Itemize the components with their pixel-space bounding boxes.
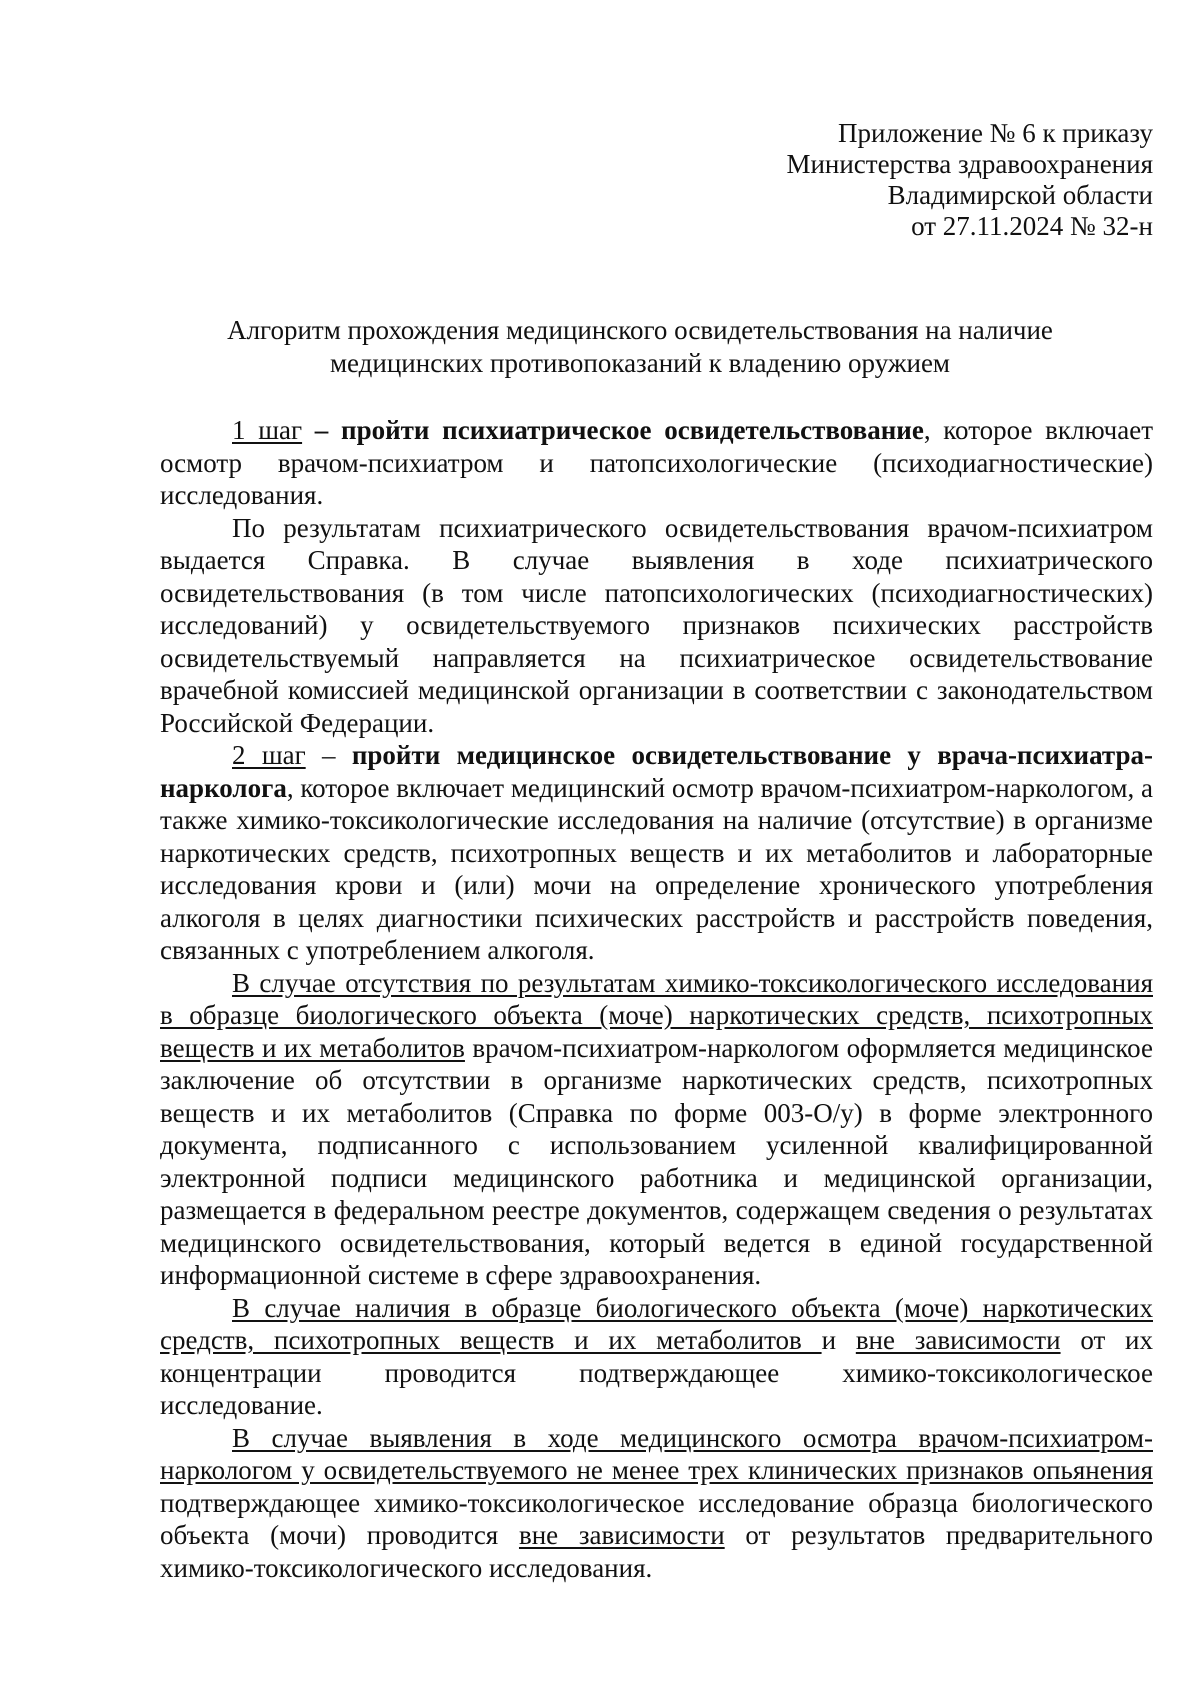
presence-case-conjunction: и — [821, 1325, 856, 1355]
ministry-line: Министерства здравоохранения — [786, 149, 1153, 179]
step-1-label: 1 шаг — [232, 415, 303, 445]
step-2-paragraph — [160, 739, 1153, 967]
regardless-phrase: вне зависимости — [855, 1325, 1061, 1355]
region-line: Владимирской области — [887, 180, 1153, 210]
step-1-text: , которое включает осмотр врачом-психиатром и патопсихологические (психодиагностические) исследования. — [160, 415, 1153, 510]
step-1-heading: пройти психиатрическое освидетельствование — [341, 415, 924, 445]
step-2-heading: пройти медицинское освидетельствование у врача-психиатра-нарколога — [160, 740, 1153, 803]
absence-case-text: врачом-психиатром-наркологом оформляется медицинское заключение об отсутствии в организме наркотических средств, психотропных веществ и их метаболитов (Справка по форме 003-О/у) в форме электронного документа, подписанного с использованием усиленной квалифицированной электронной подписи медицинского работника и медицинской организации, размещается в федеральном реестре документов, содержащем сведения о результатах медицинского освидетельствования, который ведется в единой государственной информационной системе в сфере здравоохранения. — [160, 1032, 1153, 1290]
absence-case-condition: В случае отсутствия по результатам химико-токсикологического исследования в образце биологического объекта (моче) наркотических средств, психотропных веществ и их метаболитов — [160, 967, 1153, 1063]
step-dash: – — [302, 415, 342, 445]
appendix-header — [593, 118, 1153, 242]
title-line-1: Алгоритм прохождения медицинского освидетельствования на наличие — [227, 315, 1053, 345]
presence-case-paragraph — [160, 1292, 1153, 1422]
document-title — [160, 314, 1120, 380]
regardless-phrase: вне зависимости — [518, 1520, 725, 1550]
step-2-text: , которое включает медицинский осмотр врачом-психиатром-наркологом, а также химико-токсикологические исследования на наличие (отсутствие) в организме наркотических средств, психотропных веществ и их метаболитов и лабораторные исследования крови и (или) мочи на определение хронического употребления алкоголя в целях диагностики психических расстройств и расстройств поведения, связанных с употреблением алкоголя. — [160, 772, 1153, 965]
absence-case-paragraph — [160, 967, 1153, 1292]
presence-case-condition: В случае наличия в образце биологического объекта (моче) наркотических средств, психотропных веществ и их метаболитов — [160, 1292, 1153, 1355]
presence-case-text: от их концентрации проводится подтверждающее химико-токсикологическое исследование. — [160, 1325, 1153, 1420]
intoxication-case-condition: В случае выявления в ходе медицинского осмотра врачом-психиатром-наркологом у освидетельствуемого не менее трех клинических признаков опьянения — [160, 1422, 1153, 1485]
psychiatric-result-paragraph: По результатам психиатрического освидетельствования врачом-психиатром выдается Справка. В случае выявления в ходе психиатрического освидетельствования (в том числе патопсихологических (психодиагностических) исследований) у освидетельствуемого признаков психических расстройств освидетельствуемый направляется на психиатрическое освидетельствование врачебной комиссией медицинской организации в соответствии с законодательством Российской Федерации. — [160, 512, 1153, 738]
intoxication-case-tail: от результатов предварительного химико-токсикологического исследования. — [160, 1520, 1153, 1583]
order-date-line: от 27.11.2024 № 32-н — [911, 211, 1153, 241]
intoxication-case-paragraph — [160, 1422, 1153, 1585]
step-1-paragraph — [160, 414, 1153, 512]
intoxication-case-text: подтверждающее химико-токсикологическое исследование образца биологического объекта (мочи) проводится — [160, 1487, 1153, 1550]
document-body — [160, 414, 1153, 1584]
step-dash: – — [305, 740, 352, 770]
title-line-2: медицинских противопоказаний к владению оружием — [329, 348, 951, 378]
appendix-line: Приложение № 6 к приказу — [838, 118, 1153, 148]
step-2-label: 2 шаг — [232, 740, 306, 770]
